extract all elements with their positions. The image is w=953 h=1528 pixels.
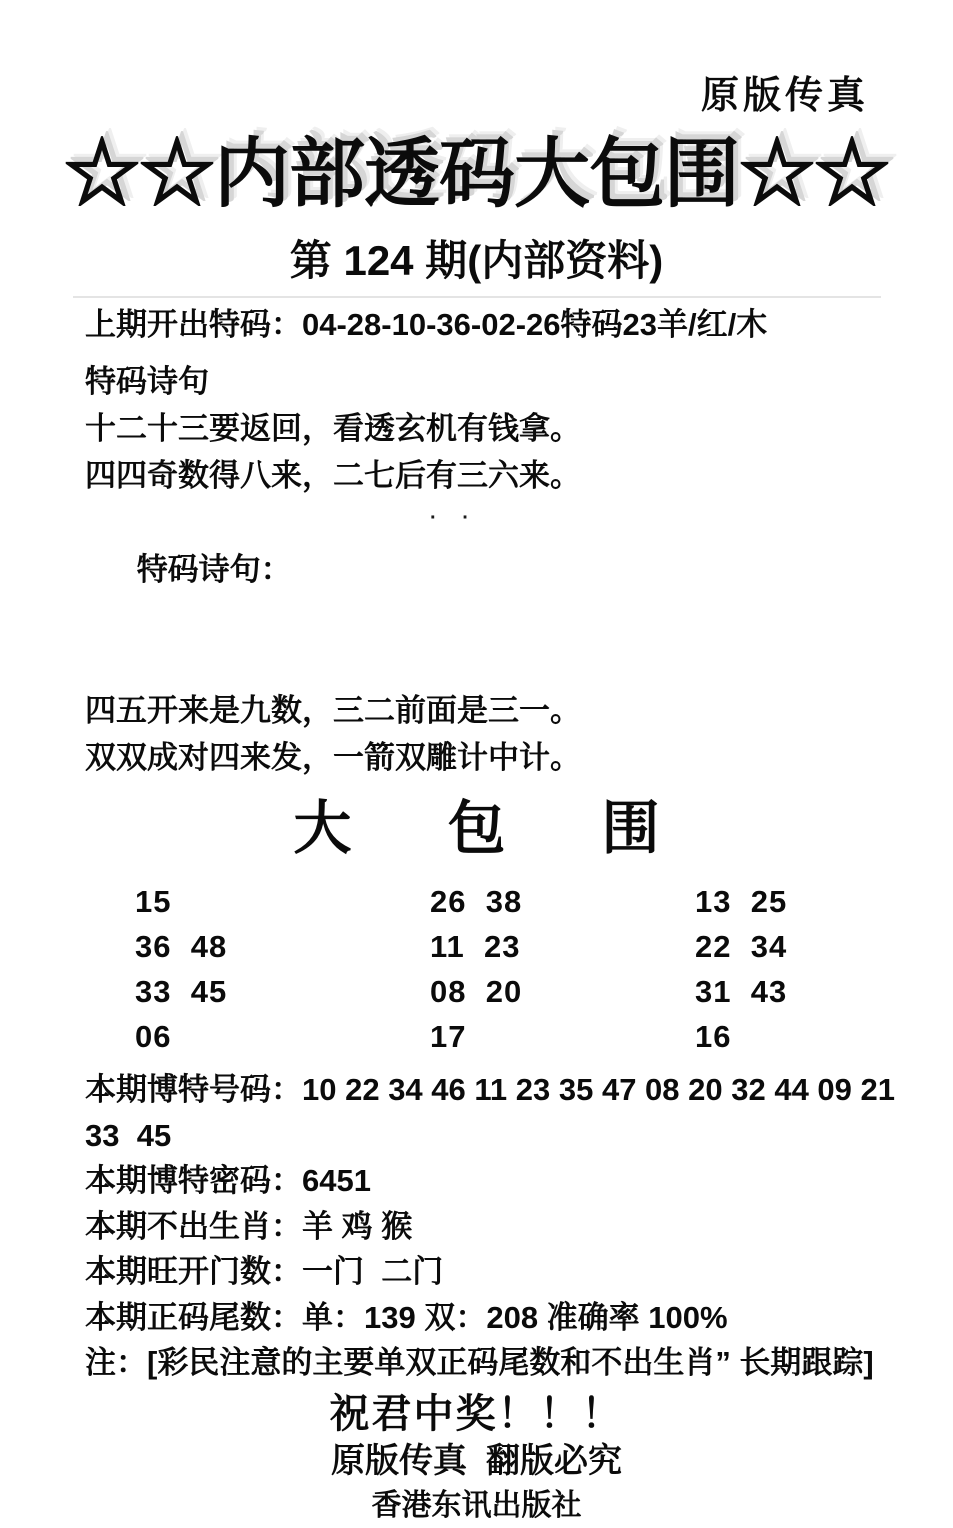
poem-line	[85, 499, 953, 687]
bote-numbers-line: 本期博特号码：10 22 34 46 11 23 35 47 08 20 32 44 09 21	[85, 1072, 895, 1107]
encirclement-heading: 大 包 围	[293, 796, 700, 861]
poem-line-label: 特码诗句：	[136, 552, 292, 587]
grid-cell: 15	[135, 884, 172, 919]
note-line: 注：[彩民注意的主要单双正码尾数和不出生肖” 长期跟踪]	[85, 1345, 874, 1380]
grid-cell: 17	[430, 1019, 467, 1054]
grid-cell: 08 20	[430, 974, 523, 1009]
poem-line: 双双成对四来发，一箭双雕计中计。	[85, 740, 581, 775]
grid-cell: 33 45	[135, 974, 228, 1009]
publisher-line: 香港东讯出版社	[371, 1488, 582, 1522]
lucky-gates-line: 本期旺开门数：一门 二门	[85, 1254, 444, 1289]
divider-hairline	[73, 296, 881, 298]
bote-numbers-wrap-line: 33 45	[85, 1117, 172, 1153]
grid-cell: 31 43	[695, 974, 788, 1009]
grid-cell: 36 48	[135, 929, 228, 964]
poem-line: 十二十三要返回，看透玄机有钱拿。	[85, 411, 581, 446]
last-result-line: 上期开出特码：04-28-10-36-02-26特码23羊/红/木	[85, 307, 768, 342]
blessing-line: 祝君中奖！！！	[329, 1391, 624, 1436]
number-grid	[135, 879, 953, 1059]
issue-line: 第 124 期(内部资料)	[289, 237, 664, 284]
copyright-line: 原版传真 翻版必究	[331, 1441, 622, 1480]
fax-label: 原版传真	[700, 75, 869, 117]
grid-cell: 11 23	[430, 929, 521, 964]
bote-password-line: 本期博特密码：6451	[85, 1163, 371, 1198]
excluded-zodiac-line: 本期不出生肖：羊 鸡 猴	[85, 1208, 413, 1244]
poem-line: 四五开来是九数，三二前面是三一。	[85, 693, 581, 728]
grid-cell: 06	[135, 1019, 172, 1054]
grid-cell: 26 38	[430, 884, 523, 919]
poem-line: 四四奇数得八来，二七后有三六来。	[85, 458, 581, 493]
poem-section	[85, 358, 953, 781]
grid-cell: 16	[695, 1019, 732, 1054]
poem-line: 特码诗句	[85, 364, 209, 399]
grid-cell: 13 25	[695, 884, 788, 919]
tail-numbers-line: 本期正码尾数：单：139 双：208 准确率 100%	[85, 1299, 728, 1335]
stray-dots-mark: · ·	[430, 507, 479, 529]
grid-cell: 22 34	[695, 929, 788, 964]
page-title: ☆☆内部透码大包围☆☆	[64, 133, 889, 217]
stats-section	[85, 1067, 953, 1386]
